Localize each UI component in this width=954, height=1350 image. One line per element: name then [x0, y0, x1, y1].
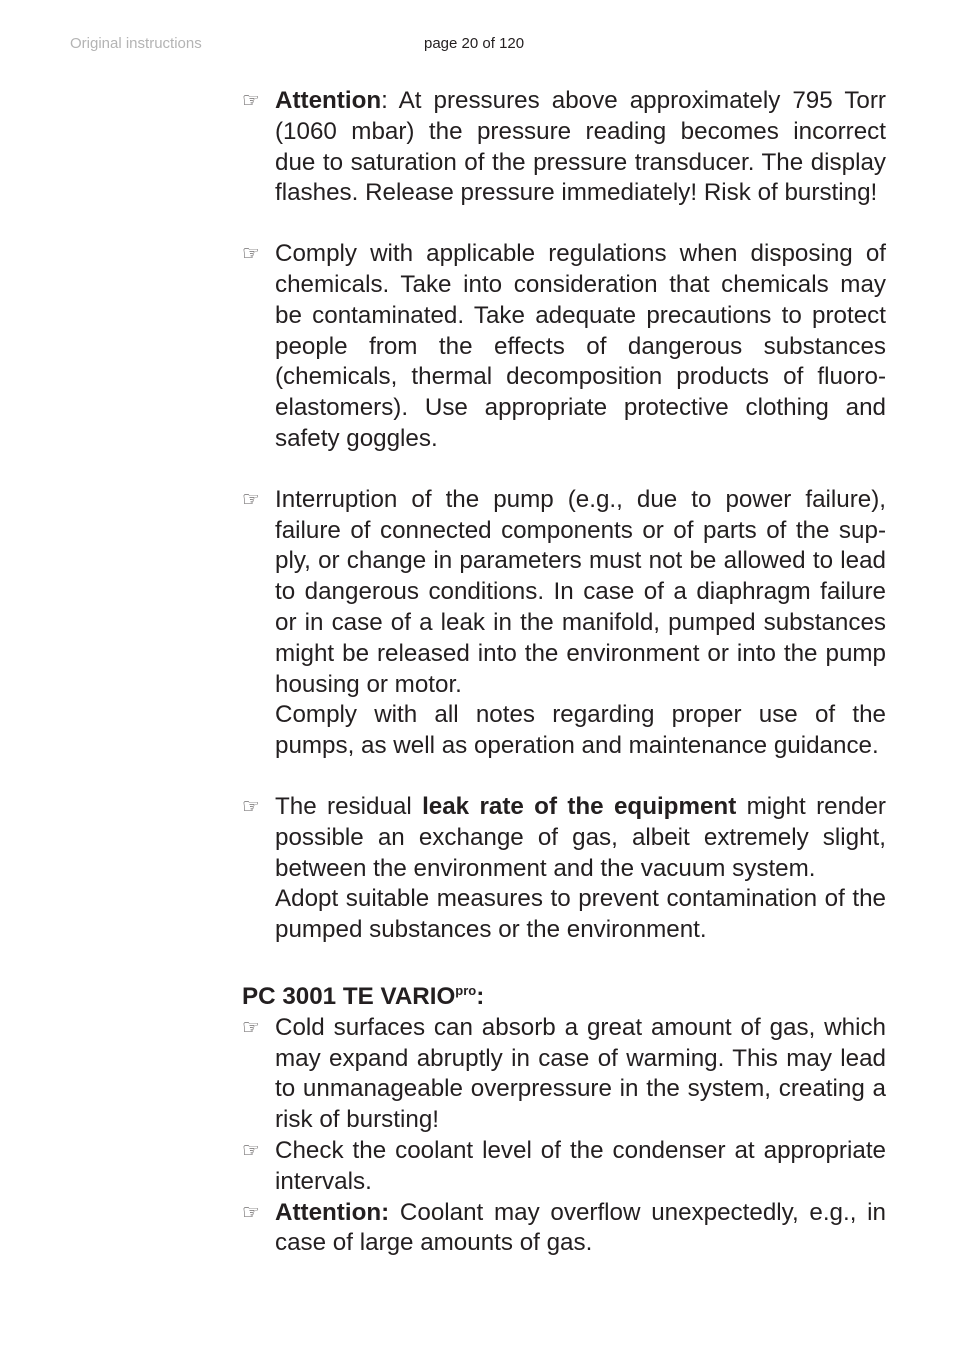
list-item: [242, 86, 886, 209]
pointing-hand-icon: ☞: [242, 1139, 260, 1162]
pointing-hand-icon: ☞: [242, 795, 260, 818]
item-text: Coolant may overflow unexpectedly, e.g., in case of large amounts of gas.: [275, 1198, 886, 1257]
item-text: The residual: [275, 792, 423, 820]
item-text: : At pressures above approximately 795 Torr (1060 mbar) the pressure reading becomes incorrect due to saturation of the pressure transducer. The display flashes. Release pressure immediately! Risk of bursting!: [275, 87, 886, 207]
section-title: PC 3001 TE $VARIO^{pro}$:: [242, 982, 485, 1010]
attention-label: Attention: [275, 87, 382, 114]
list-item-text: [275, 86, 886, 209]
list-item: [242, 1198, 886, 1260]
pointing-hand-icon: ☞: [242, 243, 260, 266]
list-item-text: [275, 1136, 886, 1198]
page-number: page 20 of 120: [424, 35, 525, 52]
list-item-text: [275, 792, 886, 946]
item-text: Comply with applicable regulations when disposing of chemicals. Take into consideration that chemicals may be contaminated. Take adequate precautions to protect people from the effects of dangerous substances (chemicals, thermal decomposition products of fluoroelastomers). Use appropriate protective clothing and safety goggles.: [275, 240, 886, 452]
list-item: [242, 1136, 886, 1198]
list-item: [242, 485, 886, 762]
list-item-text: [275, 485, 886, 762]
header-document-type: Original instructions: [70, 35, 202, 52]
attention-label: Attention:: [275, 1198, 390, 1226]
item-text: Interruption of the pump (e.g., due to power failure), failure of connected components or of parts of the supply, or change in parameters must not be allowed to lead to dangerous conditions. In case of a diaphragm failure or in case of a leak in the manifold, pumped substances might be released into the environment or into the pump housing or motor.: [275, 485, 886, 698]
section-title-superscript: pro: [455, 982, 477, 998]
item-text: Cold surfaces can absorb a great amount of gas, which may expand abruptly in case of warming. This may lead to unmanageable overpressure in the system, creating a risk of bursting!: [275, 1013, 886, 1134]
pointing-hand-icon: ☞: [242, 90, 260, 112]
emphasis-text: leak rate of the equipment: [422, 792, 737, 820]
pointing-hand-icon: ☞: [242, 1201, 260, 1224]
list-item-text: [275, 1013, 886, 1136]
item-text: might render possible an exchange of gas, albeit extremely slight, between the environment and the vacuum system.: [275, 792, 886, 882]
pointing-hand-icon: ☞: [242, 488, 260, 511]
item-text: Check the coolant level of the condenser at appropriate intervals.: [275, 1136, 886, 1195]
item-text-continued: Adopt suitable measures to prevent contamination of the pumped substances or the environment.: [275, 885, 886, 944]
item-text-continued: Comply with all notes regarding proper use of the pumps, as well as operation and maintenance guidance.: [275, 701, 886, 760]
list-item: [242, 239, 886, 455]
pointing-hand-icon: ☞: [242, 1016, 260, 1039]
list-item-text: [275, 239, 886, 455]
list-item: [242, 1013, 886, 1136]
list-item: [242, 792, 886, 946]
list-item-text: [275, 1198, 886, 1260]
page-content: [242, 86, 886, 1259]
